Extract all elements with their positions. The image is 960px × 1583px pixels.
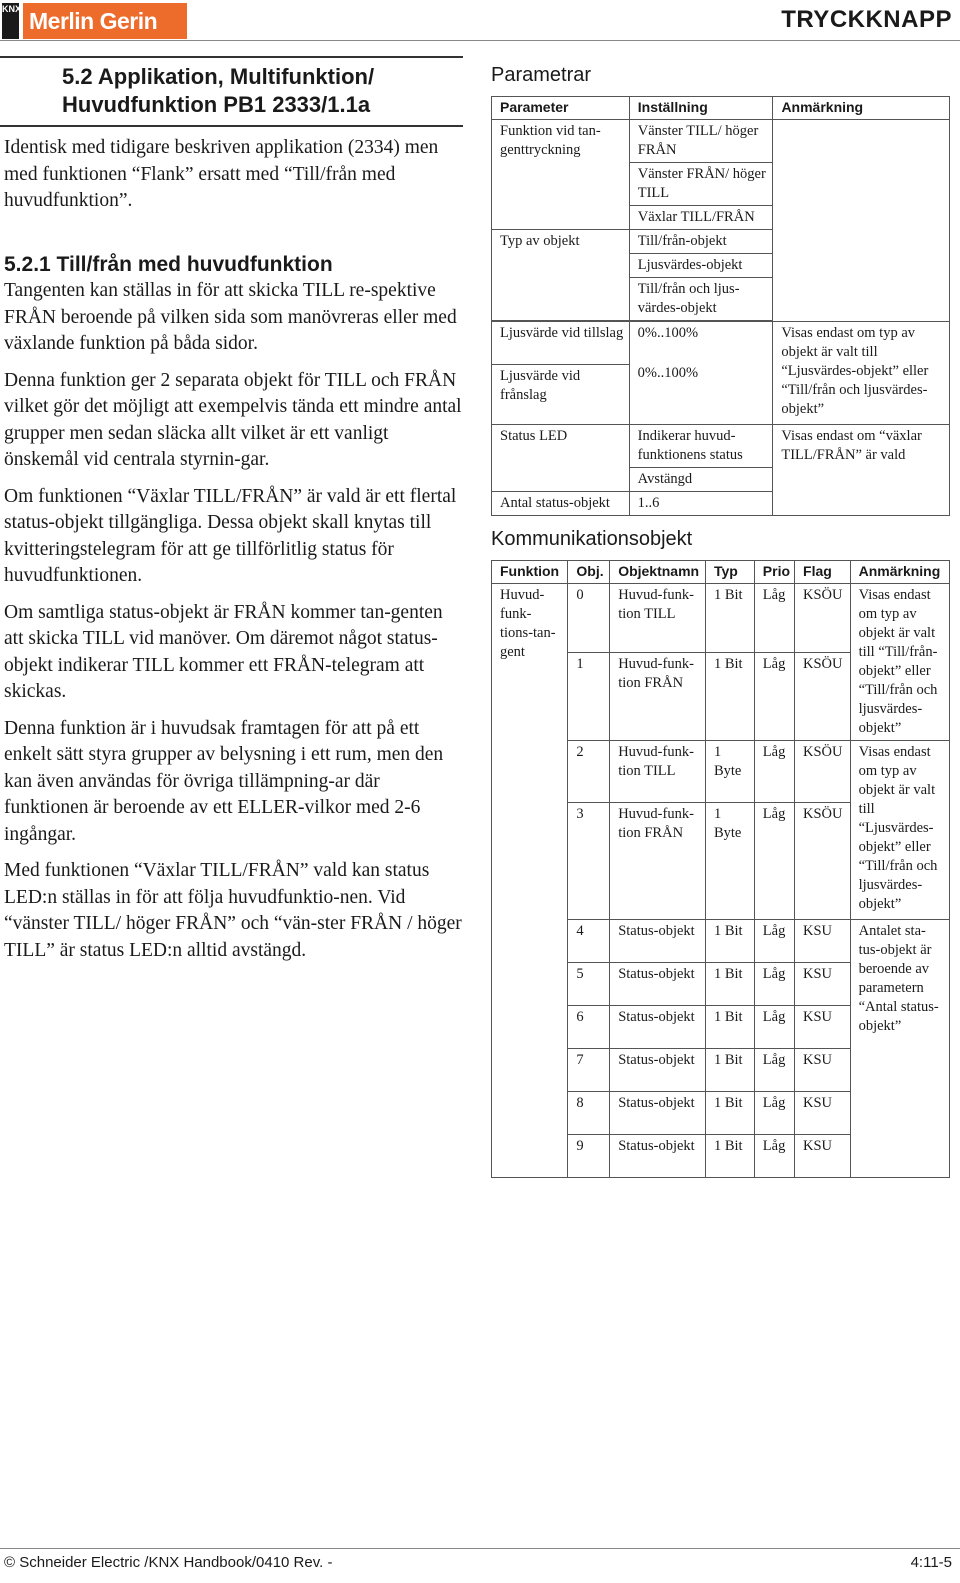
table-row bbox=[492, 425, 950, 468]
object-flag: KSÖU bbox=[795, 584, 851, 653]
object-prio: Låg bbox=[754, 803, 794, 920]
column-header: Prio bbox=[754, 561, 794, 584]
table-row bbox=[492, 584, 950, 653]
object-prio: Låg bbox=[754, 1049, 794, 1092]
remark: Antalet sta-tus-objekt är beroende av parametern “Antal status-objekt” bbox=[850, 920, 949, 1178]
param-name: Status LED bbox=[492, 425, 630, 492]
object-flag: KSU bbox=[795, 920, 851, 963]
setting-option: 0%..100% bbox=[637, 325, 699, 341]
setting-option: Till/från-objekt bbox=[629, 230, 773, 254]
paragraph: Om funktionen “Växlar TILL/FRÅN” är vald är ett flertal status-objekt tillgängliga. Dessa objekt skall knytas till kvitteringstelegram för att ge tillförlitlig status för huvudfunktionen. bbox=[4, 485, 457, 586]
param-name: Ljusvärde vid frånslag bbox=[492, 365, 630, 425]
object-prio: Låg bbox=[754, 1006, 794, 1049]
object-prio: Låg bbox=[754, 741, 794, 803]
setting-option: Ljusvärdes-objekt bbox=[629, 254, 773, 278]
object-type: 1 Bit bbox=[705, 584, 754, 653]
header-rule bbox=[0, 40, 960, 41]
object-type: 1 Byte bbox=[705, 803, 754, 920]
obj-number: 5 bbox=[568, 963, 610, 1006]
paragraph: Med funktionen “Växlar TILL/FRÅN” vald kan status LED:n ställas in för att följa huvudfunktio-nen. Vid “vänster TILL/ höger FRÅN” och “vän-ster FRÅN / höger TILL” är status LED:n alltid avstängd. bbox=[4, 860, 462, 961]
object-prio: Låg bbox=[754, 1135, 794, 1178]
object-name: Status-objekt bbox=[610, 1135, 706, 1178]
object-type: 1 Byte bbox=[705, 741, 754, 803]
object-flag: KSU bbox=[795, 1006, 851, 1049]
table-header-row bbox=[492, 97, 950, 120]
main-column bbox=[4, 252, 464, 974]
obj-number: 7 bbox=[568, 1049, 610, 1092]
comm-table bbox=[491, 560, 950, 1178]
object-prio: Låg bbox=[754, 963, 794, 1006]
column-header: Inställning bbox=[629, 97, 773, 120]
table-row bbox=[492, 322, 950, 365]
footer-rule bbox=[0, 1548, 960, 1549]
column-header: Obj. bbox=[568, 561, 610, 584]
object-prio: Låg bbox=[754, 653, 794, 741]
object-flag: KSÖU bbox=[795, 803, 851, 920]
remark: Visas endast om typ av objekt är valt till “Ljusvärdes-objekt” eller “Till/från och ljusvärdes-objekt” bbox=[773, 322, 950, 425]
params-title: Parametrar bbox=[491, 64, 592, 86]
column-header: Flag bbox=[795, 561, 851, 584]
function-name: Huvud-funk-tions-tan-gent bbox=[492, 584, 568, 1178]
document-title: TRYCKKNAPP bbox=[781, 6, 952, 33]
obj-number: 6 bbox=[568, 1006, 610, 1049]
paragraph: Denna funktion är i huvudsak framtagen för att på ett enkelt sätt styra grupper av belysning i ett rum, men den kan även användas för övriga tillämpning-ar där funktionen är beroende av ett ELLER-vilkor med 2-6 ingångar. bbox=[4, 717, 444, 845]
page-number: 4:11-5 bbox=[910, 1554, 952, 1571]
object-name: Status-objekt bbox=[610, 1092, 706, 1135]
column-header: Funktion bbox=[492, 561, 568, 584]
object-type: 1 Bit bbox=[705, 963, 754, 1006]
param-name: Typ av objekt bbox=[492, 230, 630, 321]
heading-rule-bottom bbox=[0, 125, 463, 127]
column-header: Anmärkning bbox=[773, 97, 950, 120]
section-heading: 5.2 Applikation, Multifunktion/ Huvudfunktion PB1 2333/1.1a bbox=[62, 64, 375, 117]
object-flag: KSU bbox=[795, 963, 851, 1006]
object-type: 1 Bit bbox=[705, 1092, 754, 1135]
setting-option: Till/från och ljus-värdes-objekt bbox=[629, 278, 773, 321]
object-name: Status-objekt bbox=[610, 1049, 706, 1092]
remark: Visas endast om “växlar TILL/FRÅN” är vald bbox=[773, 425, 950, 516]
object-name: Huvud-funk-tion TILL bbox=[610, 741, 706, 803]
setting-option: Avstängd bbox=[629, 468, 773, 492]
object-type: 1 Bit bbox=[705, 1135, 754, 1178]
obj-number: 3 bbox=[568, 803, 610, 920]
object-name: Huvud-funk-tion FRÅN bbox=[610, 653, 706, 741]
setting-option: Växlar TILL/FRÅN bbox=[629, 206, 773, 230]
setting-cell bbox=[629, 322, 773, 425]
params-table bbox=[491, 96, 950, 321]
obj-number: 0 bbox=[568, 584, 610, 653]
object-name: Status-objekt bbox=[610, 963, 706, 1006]
object-flag: KSU bbox=[795, 1135, 851, 1178]
object-type: 1 Bit bbox=[705, 653, 754, 741]
setting-option: Vänster TILL/ höger FRÅN bbox=[629, 120, 773, 163]
params-table-lower bbox=[491, 321, 950, 516]
setting-option: Vänster FRÅN/ höger TILL bbox=[629, 163, 773, 206]
setting-option: 0%..100% bbox=[637, 365, 699, 381]
param-name: Ljusvärde vid tillslag bbox=[492, 322, 630, 365]
param-name: Antal status-objekt bbox=[492, 492, 630, 516]
object-flag: KSU bbox=[795, 1049, 851, 1092]
subsection-heading: 5.2.1 Till/från med huvudfunktion bbox=[4, 253, 333, 276]
object-type: 1 Bit bbox=[705, 1006, 754, 1049]
object-prio: Låg bbox=[754, 1092, 794, 1135]
obj-number: 1 bbox=[568, 653, 610, 741]
comm-title: Kommunikationsobjekt bbox=[491, 528, 693, 550]
object-name: Huvud-funk-tion TILL bbox=[610, 584, 706, 653]
object-flag: KSÖU bbox=[795, 741, 851, 803]
paragraph: Tangenten kan ställas in för att skicka TILL re-spektive FRÅN beroende på vilken sida som manövreras eller med växlande funktion på båda sidor. bbox=[4, 280, 457, 354]
footer-copyright: © Schneider Electric /KNX Handbook/0410 Rev. - bbox=[4, 1554, 333, 1571]
heading-rule-top bbox=[0, 56, 463, 58]
column-header: Anmärkning bbox=[850, 561, 949, 584]
object-name: Status-objekt bbox=[610, 920, 706, 963]
object-flag: KSÖU bbox=[795, 653, 851, 741]
knx-logo: KNX bbox=[2, 3, 19, 39]
object-name: Status-objekt bbox=[610, 1006, 706, 1049]
remark: Visas endast om typ av objekt är valt till “Ljusvärdes-objekt” eller “Till/från och ljusvärdes-objekt” bbox=[850, 741, 949, 920]
obj-number: 9 bbox=[568, 1135, 610, 1178]
paragraph: Denna funktion ger 2 separata objekt för TILL och FRÅN vilket gör det möjligt att exempelvis tända ett mindre antal grupper men sedan släcka allt vilket är ett vanligt önskemål vid centrala styrnin-gar. bbox=[4, 369, 462, 470]
obj-number: 4 bbox=[568, 920, 610, 963]
remark: Visas endast om typ av objekt är valt till “Till/från-objekt” eller “Till/från och ljusvärdes-objekt” bbox=[850, 584, 949, 741]
object-type: 1 Bit bbox=[705, 1049, 754, 1092]
obj-number: 8 bbox=[568, 1092, 610, 1135]
column-header: Objektnamn bbox=[610, 561, 706, 584]
intro-paragraph: Identisk med tidigare beskriven applikation (2334) men med funktionen “Flank” ersatt med “Till/från med huvudfunktion”. bbox=[4, 137, 439, 211]
obj-number: 2 bbox=[568, 741, 610, 803]
empty-note bbox=[773, 120, 950, 321]
column-header: Typ bbox=[705, 561, 754, 584]
setting-option: 1..6 bbox=[629, 492, 773, 516]
column-header: Parameter bbox=[492, 97, 630, 120]
table-row bbox=[492, 120, 950, 163]
brand-logo: Merlin Gerin bbox=[23, 3, 187, 39]
object-name: Huvud-funk-tion FRÅN bbox=[610, 803, 706, 920]
setting-option: Indikerar huvud-funktionens status bbox=[629, 425, 773, 468]
object-prio: Låg bbox=[754, 920, 794, 963]
object-prio: Låg bbox=[754, 584, 794, 653]
object-type: 1 Bit bbox=[705, 920, 754, 963]
param-name: Funktion vid tan-genttryckning bbox=[492, 120, 630, 230]
object-flag: KSU bbox=[795, 1092, 851, 1135]
table-header-row bbox=[492, 561, 950, 584]
paragraph: Om samtliga status-objekt är FRÅN kommer tan-genten att skicka TILL vid manöver. Om däremot något status-objekt indikerar TILL kommer ett FRÅN-telegram att skickas. bbox=[4, 601, 443, 702]
